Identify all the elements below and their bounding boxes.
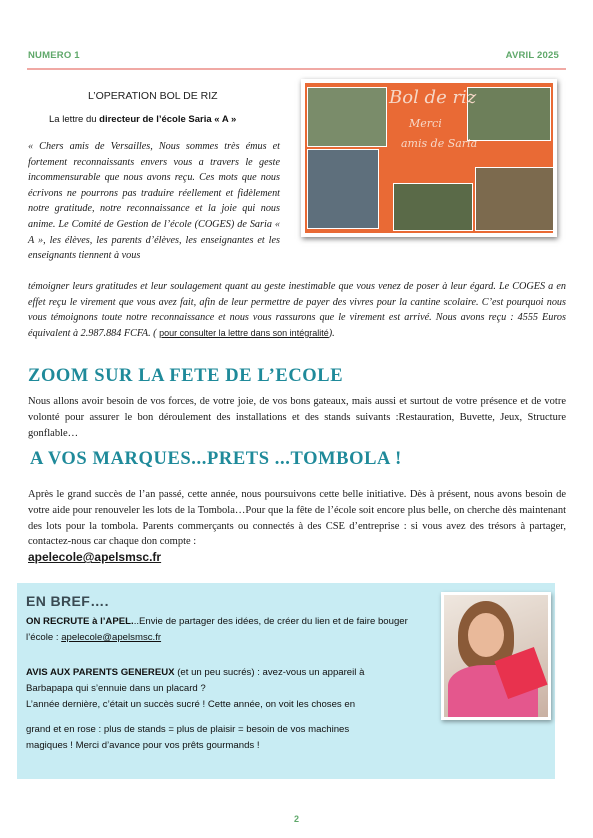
girl-photo (441, 592, 551, 720)
zoom-body: Nous allons avoir besoin de vos forces, de votre joie, de vos bons gateaux, mais aussi et surtout de votre présence et de votre volonté pour assurer le bon déroulement des installations et des stands suivants :Restauration, Buvette, Jeux, Structure gonflable… (28, 396, 566, 439)
letter-column: « Chers amis de Versailles, Nous sommes très émus et fortement reconnaissants envers vous a travers le geste incommensurable que nous avons reçu. Ces mots que nous écrivons ne pourrons pas traduire réellement et fidèlement notre gratitude, notre reconnaissance et la joie qui nous anime. Le Comité de Gestion de l’école (COGES) de Saria « A », les élèves, les parents d’élèves, les enseignantes et les enseignants tiennent à vous (28, 141, 280, 262)
photo-collage: Bol de riz Merci amis de Saria (301, 79, 557, 237)
letter-link[interactable]: pour consulter la lettre dans son intégralité (159, 327, 329, 338)
operation-title: L’OPERATION BOL DE RIZ (88, 90, 218, 102)
tombola-heading: A VOS MARQUES...PRETS ...TOMBOLA ! (30, 449, 402, 469)
letter-continued: témoigner leurs gratitudes et leur soulagement quant au geste inestimable que vous venez de poser à leur égard. Le COGES a en effet reçu le virement que vous avez fait, afin de leur permettre de payer des vivres pour la cantine scolaire. C’est pourquoi nous vous témoignons toute notre reconnaissance et nous vous rassurons que le virement est arrivé. Nous avons reçu : 4555 Euros équivalent à 2.987.884 FCFA. ( pour consulter la lettre dans son intégralité). (28, 281, 566, 339)
page-number: 2 (293, 814, 299, 824)
avis-paragraph-end: grand et en rose : plus de stands = plus de plaisir = besoin de vos machines magiques ! Merci d’avance pour vos prêts gourmands ! (26, 724, 350, 751)
tombola-body: Après le grand succès de l’an passé, cette année, nous poursuivons cette belle initiative. Dès à présent, nous avons besoin de votre aide pour renouveler les lots de la Tombola…Pour que la fête de l’école soit encore plus belle, on cherche dès maintenant des lots pour la tombola. Parents commerçants ou connectés à des CSE d’entreprise : si vous avez des trésors à partager, contactez-nous car chaque don compte : apelecole@apelsmsc.fr (28, 489, 566, 565)
header-divider (27, 68, 566, 70)
issue-date: AVRIL 2025 (505, 50, 559, 61)
brief-title: EN BREF…. (26, 593, 109, 609)
zoom-heading: ZOOM SUR LA FETE DE L’ECOLE (28, 366, 344, 386)
brief-box (17, 583, 555, 779)
operation-subtitle: La lettre du directeur de l’école Saria « A » (49, 114, 237, 125)
recrute-paragraph: ON RECRUTE à l’APEL...Envie de partager des idées, de créer du lien et de faire bouger l’école : apelecole@apelsmsc.fr (26, 616, 408, 643)
tombola-email-link[interactable]: apelecole@apelsmsc.fr (28, 550, 162, 565)
avis-paragraph: AVIS AUX PARENTS GENEREUX (et un peu sucrés) : avez-vous un appareil à Barbapapa qui s’ennuie dans un placard ? L’année dernière, c’était un succès sucré ! Cette année, on voit les choses en (26, 667, 365, 710)
issue-number: NUMERO 1 (28, 50, 80, 61)
recrute-email-link[interactable]: apelecole@apelsmsc.fr (61, 632, 162, 643)
